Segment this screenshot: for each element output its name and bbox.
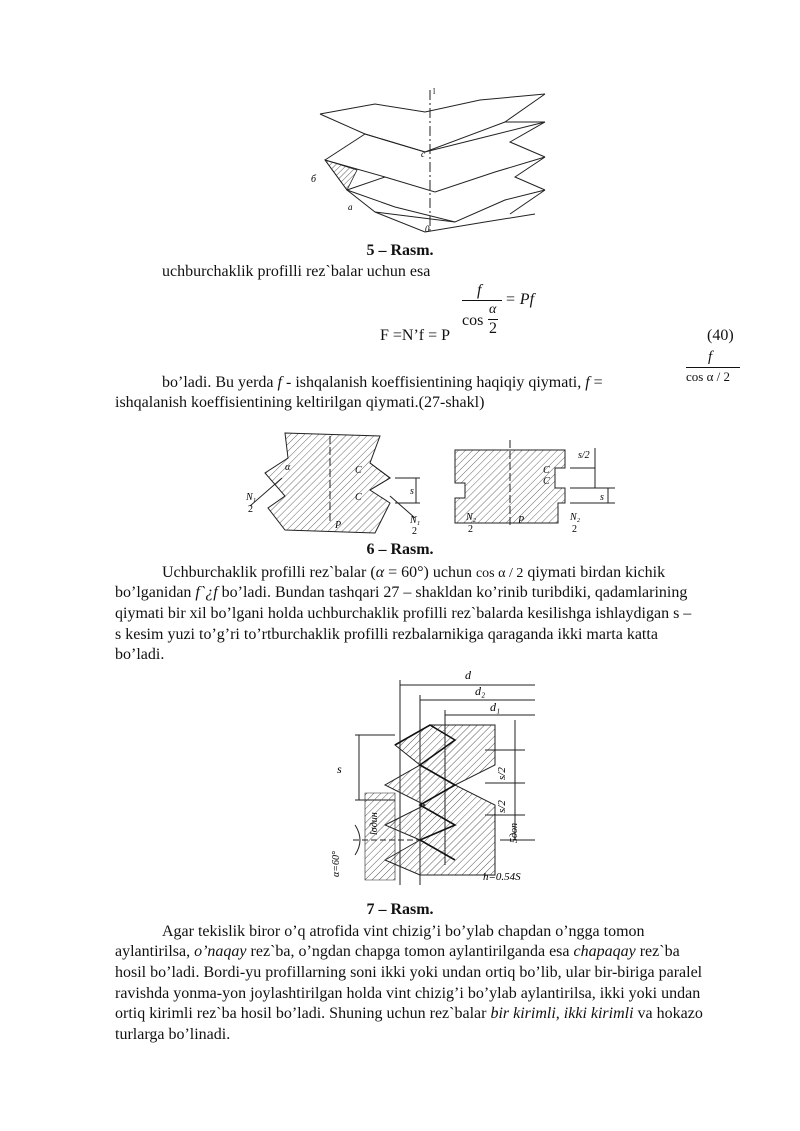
fig6-label-s-right: s bbox=[600, 492, 604, 503]
fig6-label-p1: P bbox=[335, 520, 342, 531]
paragraph-3-line1 bbox=[162, 563, 665, 583]
paragraph-4-line6: turlarga bo’linadi. bbox=[115, 1026, 231, 1043]
fig6-label-c2: C bbox=[355, 492, 362, 503]
formula-fraction-bar bbox=[462, 300, 502, 301]
fig6-label-p2: P bbox=[518, 515, 525, 526]
fig7-label-d: d bbox=[465, 668, 471, 682]
para4-onaqay: o’naqay bbox=[194, 943, 247, 960]
fig6-label-c4: C bbox=[543, 476, 550, 487]
figure5-label-zero: 0 bbox=[425, 224, 430, 234]
para3-alpha: α bbox=[375, 564, 385, 581]
para2-eq: = bbox=[593, 374, 603, 391]
para4-text-e: va hokazo bbox=[637, 1005, 703, 1022]
para4-chapaqay: chapaqay bbox=[573, 943, 636, 960]
formula-den-two: 2 bbox=[489, 320, 497, 337]
formula-lhs: F =N’f = P bbox=[380, 327, 451, 344]
paragraph-3-line5: bo’ladi. bbox=[115, 646, 165, 663]
figure-5-caption: 5 – Rasm. bbox=[366, 242, 434, 259]
paragraph-4-line1: Agar tekislik biror o’q atrofida vint chizig’i bo’ylab chapdan o’ngga tomon bbox=[162, 923, 645, 940]
figure-7-caption: 7 – Rasm. bbox=[366, 901, 434, 918]
para4-text-d: ortiq kirimli rez`ba hosil bo’ladi. Shuning uchun rez`balar bbox=[115, 1005, 487, 1022]
formula-rhs: = Pf bbox=[505, 291, 535, 308]
fig6-label-two-right2: 2 bbox=[572, 524, 577, 535]
para4-bir-kirimli: bir kirimli, ikki kirimli bbox=[490, 1005, 634, 1022]
fig6-label-c1: C bbox=[355, 465, 362, 476]
para2-frac-bar bbox=[686, 367, 740, 368]
fig6-label-alpha: α bbox=[285, 462, 291, 473]
paragraph-4-line4: ravishda yonma-yon joylashtirilgan holda vint chizig’i bo’ylab aylantirilsa, ikki yoki undan bbox=[115, 985, 701, 1002]
figure-6-drawing bbox=[240, 428, 620, 540]
fig7-label-h: h=0.54S bbox=[483, 871, 521, 883]
formula-numerator: f bbox=[477, 282, 482, 299]
formula-den-cos: cos bbox=[462, 312, 484, 329]
para4-text-a: aylantirilsa, bbox=[115, 943, 191, 960]
paragraph-2-line2: ishqalanish koeffisientining keltirilgan qiymati.(27-shakl) bbox=[115, 394, 485, 411]
para3-fprime: f`¿f bbox=[195, 584, 218, 601]
figure5-label-a: a bbox=[348, 202, 353, 212]
para2-frac-num: f bbox=[708, 349, 713, 365]
fig6-label-s2: s/2 bbox=[578, 450, 590, 461]
para3-text-b: = 60°) uchun bbox=[388, 564, 472, 581]
figure-7-drawing bbox=[325, 665, 555, 890]
figure5-label-c: c bbox=[421, 149, 425, 159]
fig7-label-s2-upper: s/2 bbox=[496, 767, 508, 780]
formula-den-alpha: α bbox=[489, 302, 497, 317]
para2-frac-den: cos α / 2 bbox=[686, 369, 731, 384]
paragraph-4-line3: hosil bo’ladi. Bordi-yu profillarning soni ikki yoki undan ortiq bo’lib, ular bir-biriga paralel bbox=[115, 964, 703, 981]
para4-text-b: rez`ba, o’ngdan chapga tomon aylantirilganda esa bbox=[250, 943, 570, 960]
para3-text-d: bo’lganidan bbox=[115, 584, 192, 601]
fig6-label-two-left2: 2 bbox=[468, 524, 473, 535]
paragraph-3-line3: qiymati bir xil bo’lgani holda uchburchaklik profilli rez`balarda kesilishga ishlaydigan s – bbox=[115, 605, 692, 622]
fig6-label-two-left: 2 bbox=[248, 504, 253, 515]
para4-text-c: rez`ba bbox=[639, 943, 680, 960]
fig6-label-n2-left: N₂ bbox=[466, 512, 477, 523]
formula-number: (40) bbox=[707, 327, 734, 344]
fig7-label-d1: d₁ bbox=[490, 700, 501, 714]
para2-f: f bbox=[277, 374, 282, 391]
para3-cos: cos α / 2 bbox=[475, 566, 524, 581]
fig7-label-s: s bbox=[337, 762, 342, 776]
fig7-label-left: lσдин bbox=[369, 812, 380, 835]
para3-text-e: bo’ladi. Bundan tashqari 27 – shakldan ko’rinib turibdiki, qadamlarining bbox=[221, 584, 688, 601]
paragraph-2-line1 bbox=[162, 373, 603, 392]
fig6-label-two-right: 2 bbox=[412, 526, 417, 537]
figure5-label-b: б bbox=[311, 174, 317, 185]
fig6-label-n2-right: N₂ bbox=[570, 512, 581, 523]
paragraph-3-line4: s kesim yuzi to’g’ri to’rtburchaklik profilli rezbalarnikiga qaraganda ikki marta katta bbox=[115, 626, 658, 643]
paragraph-3-line2 bbox=[115, 583, 687, 602]
paragraph-4-line2 bbox=[115, 942, 680, 961]
para3-text-a: Uchburchaklik profilli rez`balar ( bbox=[162, 564, 376, 581]
para2-text-b: - ishqalanish koeffisientining haqiqiy qiymati, bbox=[285, 374, 582, 391]
fig6-label-n1-right: N₁ bbox=[410, 515, 421, 526]
para3-text-c: qiymati birdan kichik bbox=[527, 564, 666, 581]
fig6-label-s: s bbox=[410, 486, 414, 497]
figure-6-caption: 6 – Rasm. bbox=[366, 541, 434, 558]
paragraph-4-line5 bbox=[115, 1004, 703, 1023]
paragraph-1: uchburchaklik profilli rez`balar uchun esa bbox=[162, 263, 431, 280]
para2-text-a: bo’ladi. Bu yerda bbox=[162, 374, 274, 391]
fig6-label-c3: C bbox=[543, 465, 550, 476]
fig7-label-alpha: α=60° bbox=[331, 851, 342, 877]
fig6-label-n1-left: N₁ bbox=[246, 492, 257, 503]
para2-fprime: f bbox=[585, 374, 590, 391]
fig7-label-d2: d₂ bbox=[475, 684, 486, 698]
figure5-top-label: l bbox=[433, 87, 436, 96]
fig7-label-right: 5доп bbox=[509, 822, 520, 843]
figure-5-drawing bbox=[305, 82, 555, 238]
fig7-label-s2-lower: s/2 bbox=[496, 800, 508, 813]
